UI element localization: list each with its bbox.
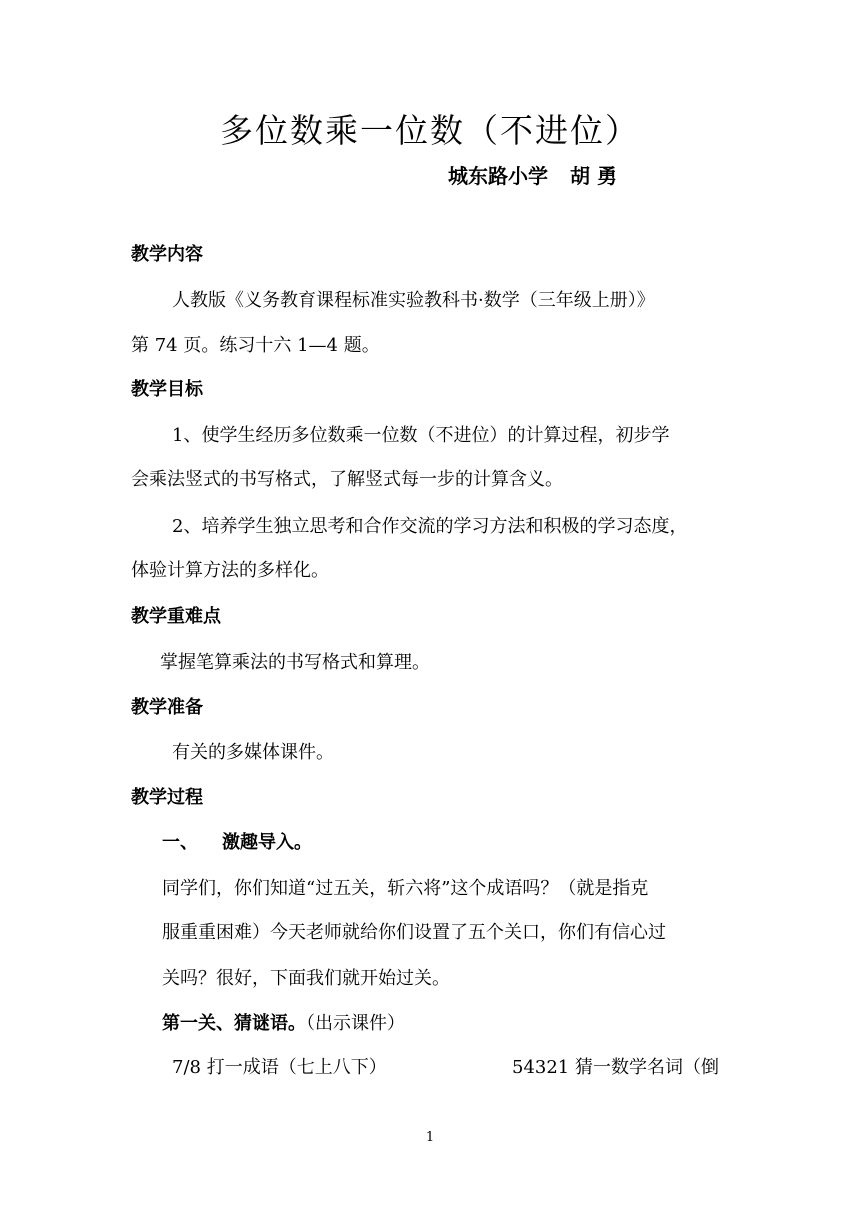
paragraph-line: 2、培养学生独立思考和合作交流的学习方法和积极的学习态度， (172, 516, 688, 537)
paragraph-line: 体验计算方法的多样化。 (131, 560, 329, 581)
paragraph-line: 人教版《义务教育课程标准实验教科书·数学（三年级上册）》 (172, 290, 655, 311)
page-title: 多位数乘一位数（不进位） (220, 111, 640, 150)
paragraph-line: 1、使学生经历多位数乘一位数（不进位）的计算过程，初步学 (172, 425, 670, 446)
level-title: 第一关、猜谜语。 (162, 1013, 306, 1034)
paragraph-line: 同学们，你们知道“过五关，斩六将”这个成语吗？（就是指克 (162, 878, 649, 899)
paragraph-line: 有关的多媒体课件。 (172, 742, 334, 763)
paragraph-line: 服重重困难）今天老师就给你们设置了五个关口，你们有信心过 (162, 922, 666, 943)
paragraph-line: 会乘法竖式的书写格式，了解竖式每一步的计算含义。 (131, 469, 563, 490)
heading-keypoints: 教学重难点 (131, 606, 221, 627)
author-line (448, 160, 617, 189)
riddle-two: 54321 猜一数学名词（倒 (512, 1057, 719, 1078)
step-title: 激趣导入。 (222, 832, 312, 853)
heading-process: 教学过程 (131, 787, 203, 808)
step-number: 一、 (162, 832, 198, 853)
paragraph-line: 关吗？很好，下面我们就开始过关。 (162, 968, 450, 989)
author-name: 胡 勇 (570, 164, 617, 188)
level-one-heading (162, 1009, 405, 1035)
step-one-heading (162, 828, 312, 854)
heading-content: 教学内容 (131, 244, 203, 265)
paragraph-line: 第 74 页。练习十六 1—4 题。 (131, 335, 380, 356)
heading-goals: 教学目标 (131, 379, 203, 400)
author-school: 城东路小学 (448, 164, 548, 188)
paragraph-line: 掌握笔算乘法的书写格式和算理。 (160, 652, 430, 673)
level-note: （出示课件） (306, 1013, 405, 1034)
riddle-one: 7/8 打一成语（七上八下） (172, 1057, 387, 1078)
heading-prep: 教学准备 (131, 697, 203, 718)
page-number: 1 (425, 1130, 435, 1145)
